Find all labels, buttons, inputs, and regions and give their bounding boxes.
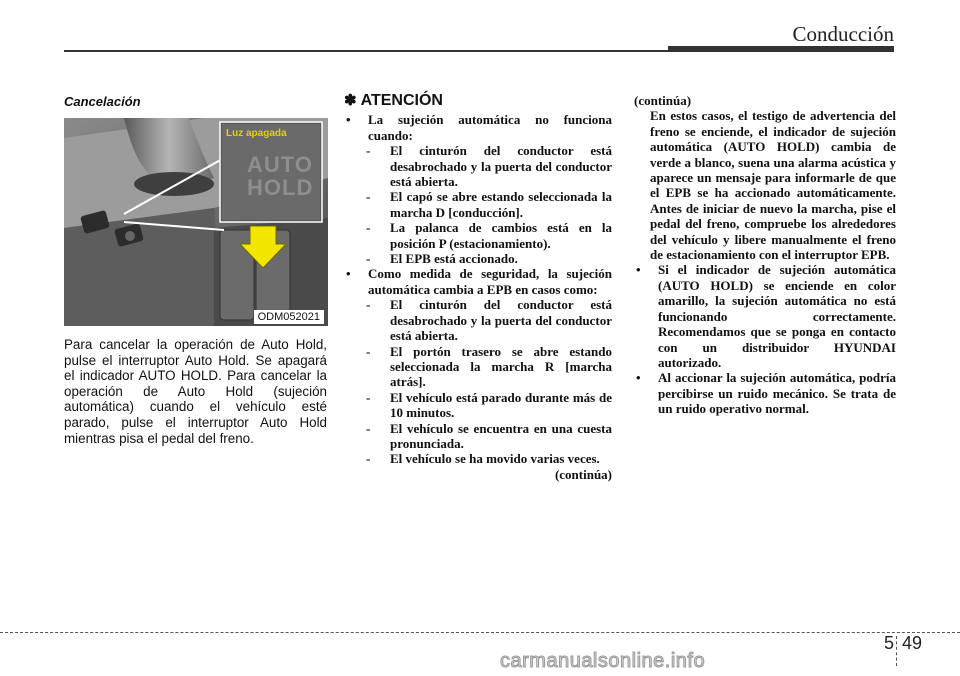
figure-code: ODM052021 — [254, 310, 324, 324]
inset-title: Luz apagada — [226, 128, 287, 139]
cancel-instructions: Para cancelar la operación de Auto Hold, pulse el interruptor Auto Hold. Se apagará el indicador AUTO HOLD. Para cancelar la operación de Auto Hold (sujeción automática) cuando el vehículo esté parado, pulse el interruptor Auto Hold mientras pisa el pedal del freno. — [64, 337, 327, 446]
list-item: • Si el indicador de sujeción automática (AUTO HOLD) se enciende en color amarillo, la sujeción automática no está funcionando correctamente. Recomendamos que se ponga en contacto con un distribuidor HYUNDAI autorizado. — [636, 262, 896, 370]
bullet-icon: • — [636, 370, 641, 386]
list-item: • Al accionar la sujeción automática, podría percibirse un ruido mecánico. Se trata de un ruido operativo normal. — [636, 370, 896, 417]
brake-warning-paragraph: En estos casos, el testigo de advertencia del freno se enciende, el indicador de sujeción automática (AUTO HOLD) cambia de verde a blanco, suena una alarma acústica y aparece un mensaje para informarle de que el EPB se ha accionado automáticamente. Antes de iniciar de nuevo la marcha, pise el pedal del freno, compruebe los alrededores del vehículo y libere manualmente el freno de estacionamiento con el interruptor EPB. — [650, 108, 896, 263]
section-heading: Cancelación — [64, 94, 141, 109]
list-item: - El vehículo se encuentra en una cuesta pronunciada. — [366, 420, 612, 451]
list-item: • La sujeción automática no funciona cuando: — [346, 112, 612, 143]
list-item: - El cinturón del conductor está desabrochado y la puerta del conductor está abierta. — [366, 143, 612, 190]
footer-rule — [0, 632, 960, 633]
attention-heading — [344, 93, 612, 108]
site-watermark: carmanualsonline.info — [500, 650, 706, 672]
page-number: 49 — [902, 633, 923, 653]
auto-hold-figure — [64, 118, 328, 326]
inset-auto-label: AUTO — [247, 152, 313, 177]
bullet-icon: • — [346, 112, 351, 128]
inset-hold-label: HOLD — [247, 175, 314, 200]
attention-box — [344, 93, 612, 482]
bullet-icon: • — [346, 266, 351, 282]
list-item: - El capó se abre estando seleccionada la marcha D [conducción]. — [366, 189, 612, 220]
list-item: - El portón trasero se abre estando seleccionada la marcha R [marcha atrás]. — [366, 343, 612, 390]
list-item: • Como medida de seguridad, la sujeción automática cambia a EPB en casos como: — [346, 266, 612, 297]
header-bar — [668, 46, 894, 52]
list-item: - El cinturón del conductor está desabrochado y la puerta del conductor está abierta. — [366, 297, 612, 344]
attention-title: ATENCIÓN — [360, 92, 443, 109]
attention-icon: ✽ — [344, 92, 357, 109]
list-item: - El vehículo está parado durante más de 10 minutos. — [366, 389, 612, 421]
console-illustration — [64, 118, 328, 326]
list-item: - El vehículo se ha movido varias veces. — [366, 451, 600, 467]
continued-label: (continúa) — [554, 466, 612, 482]
attention-continued — [634, 93, 896, 417]
continued-heading: (continúa) — [634, 93, 692, 108]
chapter-number: 5 — [884, 633, 895, 653]
list-item: - La palanca de cambios está en la posición P (estacionamiento). — [366, 220, 612, 251]
bullet-icon: • — [636, 262, 641, 278]
page-header-title: Conducción — [792, 22, 894, 46]
list-item: - El EPB está accionado. — [366, 251, 518, 267]
